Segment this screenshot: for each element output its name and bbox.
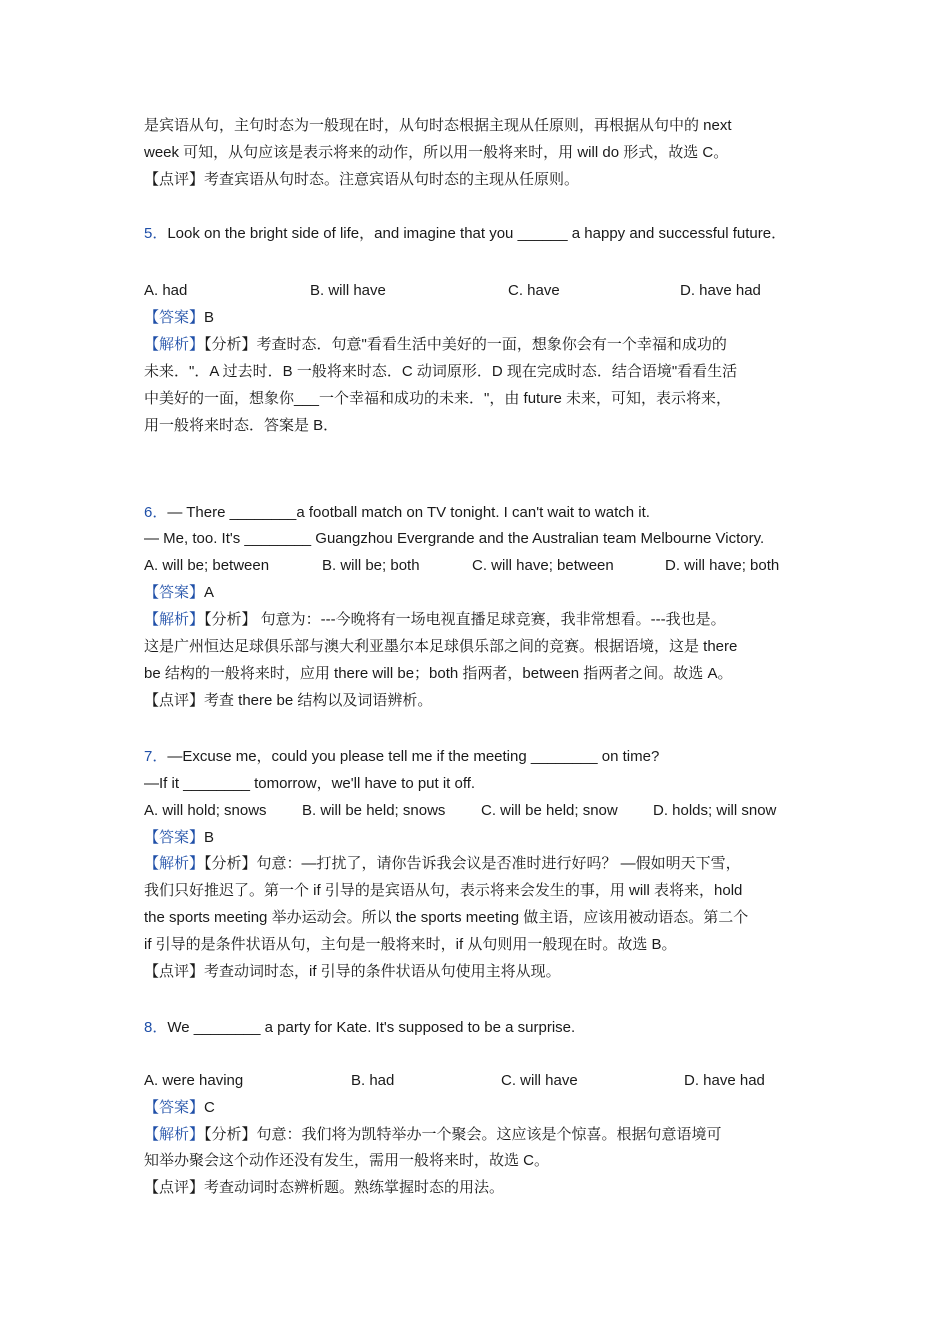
analysis-text: 【分析】 句意为：---今晚将有一场电视直播足球竞赛，我非常想看。---我也是。 [204, 611, 726, 628]
analysis-text: 【分析】句意：我们将为凯特举办一个聚会。这应该是个惊喜。根据句意语境可 [204, 1126, 722, 1143]
answer-value: B [204, 829, 215, 846]
q5-analysis-1 [144, 335, 824, 355]
intro-line-1: 是宾语从句，主句时态为一般现在时，从句时态根据主现从任原则，再根据从句中的 next [144, 117, 732, 134]
q6-analysis-1 [144, 610, 824, 630]
option-d: D. have had [680, 282, 761, 299]
intro-line-2: week 可知，从句应该是表示将来的动作，所以用一般将来时，用 will do 形式，故选 C。 [144, 144, 729, 161]
answer-label: 【答案】 [144, 1099, 205, 1116]
q5-answer [144, 308, 824, 328]
answer-value: A [204, 584, 215, 601]
answer-value: B [204, 309, 215, 326]
q5-analysis-4: 用一般将来时态．答案是 B． [144, 417, 339, 434]
q7-answer [144, 828, 824, 848]
q7-analysis-4: if 引导的是条件状语从句，主句是一般将来时，if 从句则用一般现在时。故选 B。 [144, 936, 677, 953]
question-number: 6． [144, 504, 168, 521]
option-d: D. will have; both [665, 557, 780, 574]
question-7 [144, 747, 824, 767]
option-a: A. were having [144, 1072, 244, 1089]
question-number: 5． [144, 225, 168, 242]
q7-analysis-1 [144, 854, 824, 874]
option-a: A. had [144, 282, 188, 299]
intro-comment: 【点评】考查宾语从句时态。注意宾语从句时态的主现从任原则。 [144, 171, 580, 188]
analysis-label: 【解析】 [144, 611, 205, 628]
answer-label: 【答案】 [144, 584, 205, 601]
option-b: B. will be; both [322, 557, 420, 574]
q5-analysis-2: 未来．"．A 过去时．B 一般将来时态．C 动词原形．D 现在完成时态．结合语境"看看生活 [144, 363, 738, 380]
analysis-label: 【解析】 [144, 1126, 205, 1143]
option-c: C. will have [501, 1072, 578, 1089]
answer-label: 【答案】 [144, 829, 205, 846]
q7-stem-2: —If it ________ tomorrow，we'll have to put it off. [144, 775, 476, 792]
q6-analysis-3: be 结构的一般将来时，应用 there will be；both 指两者，between 指两者之间。故选 A。 [144, 665, 733, 682]
q6-comment: 【点评】考查 there be 结构以及词语辨析。 [144, 692, 433, 709]
q7-analysis-2: 我们只好推迟了。第一个 if 引导的是宾语从句，表示将来会发生的事，用 will 表将来，hold [144, 882, 743, 899]
question-5 [144, 224, 824, 244]
option-b: B. had [351, 1072, 395, 1089]
question-stem: Look on the bright side of life，and imagine that you ______ a happy and successful future． [167, 225, 787, 242]
option-d: D. holds; will snow [653, 802, 777, 819]
answer-value: C [204, 1099, 215, 1116]
question-number: 8． [144, 1019, 168, 1036]
option-c: C. will be held; snow [481, 802, 618, 819]
option-d: D. have had [684, 1072, 765, 1089]
analysis-label: 【解析】 [144, 336, 205, 353]
option-a: A. will hold; snows [144, 802, 267, 819]
question-6 [144, 503, 824, 523]
option-b: B. will be held; snows [302, 802, 446, 819]
option-b: B. will have [310, 282, 386, 299]
option-c: C. have [508, 282, 560, 299]
question-8 [144, 1018, 824, 1038]
analysis-label: 【解析】 [144, 855, 205, 872]
option-c: C. will have; between [472, 557, 614, 574]
q6-analysis-2: 这是广州恒达足球俱乐部与澳大利亚墨尔本足球俱乐部之间的竞赛。根据语境，这是 there [144, 638, 738, 655]
q6-answer [144, 583, 824, 603]
option-a: A. will be; between [144, 557, 270, 574]
q6-stem-2: — Me, too. It's ________ Guangzhou Evergrande and the Australian team Melbourne Victory. [144, 530, 765, 547]
q7-comment: 【点评】考查动词时态，if 引导的条件状语从句使用主将从现。 [144, 963, 561, 980]
question-stem: We ________ a party for Kate. It's supposed to be a surprise. [167, 1019, 576, 1036]
q5-analysis-3: 中美好的一面，想象你___一个幸福和成功的未来．"，由 future 未来，可知，表示将来， [144, 390, 732, 407]
question-stem: —Excuse me，could you please tell me if the meeting ________ on time? [167, 748, 660, 765]
analysis-text: 【分析】考查时态．句意"看看生活中美好的一面，想象你会有一个幸福和成功的 [204, 336, 727, 353]
q8-answer [144, 1098, 824, 1118]
q8-analysis-2: 知举办聚会这个动作还没有发生，需用一般将来时，故选 C。 [144, 1152, 550, 1169]
question-number: 7． [144, 748, 168, 765]
q8-analysis-1 [144, 1125, 824, 1145]
answer-label: 【答案】 [144, 309, 205, 326]
q8-comment: 【点评】考查动词时态辨析题。熟练掌握时态的用法。 [144, 1179, 505, 1196]
question-stem: — There ________a football match on TV tonight. I can't wait to watch it. [167, 504, 650, 521]
q7-analysis-3: the sports meeting 举办运动会。所以 the sports meeting 做主语，应该用被动语态。第二个 [144, 909, 749, 926]
analysis-text: 【分析】句意：—打扰了，请你告诉我会议是否准时进行好吗？ —假如明天下雪， [204, 855, 741, 872]
